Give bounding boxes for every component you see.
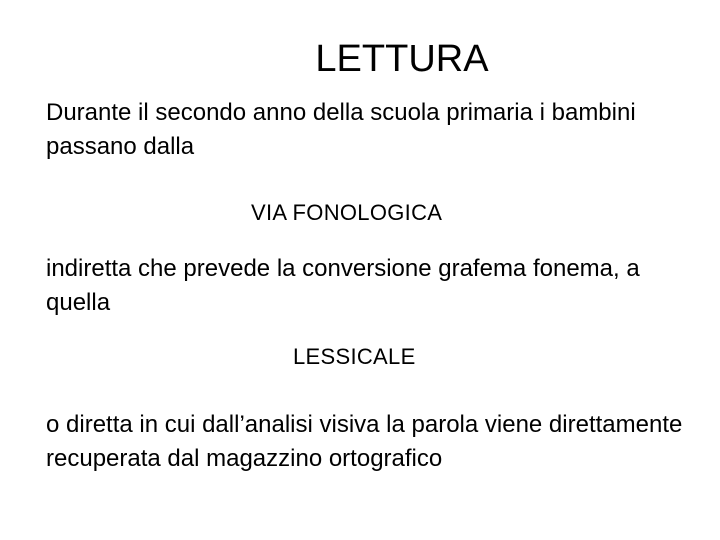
paragraph-indiretta: indiretta che prevede la conversione grafema fonema, a quella bbox=[46, 255, 640, 316]
paragraph-diretta: o diretta in cui dall’analisi visiva la parola viene direttamente recuperata dal magazzino ortografico bbox=[46, 411, 683, 472]
heading-lessicale: LESSICALE bbox=[293, 344, 416, 369]
paragraph-intro: Durante il secondo anno della scuola primaria i bambini passano dalla bbox=[46, 99, 636, 160]
heading-via-fonologica: VIA FONOLOGICA bbox=[251, 200, 443, 225]
slide-title: LETTURA bbox=[315, 38, 489, 80]
